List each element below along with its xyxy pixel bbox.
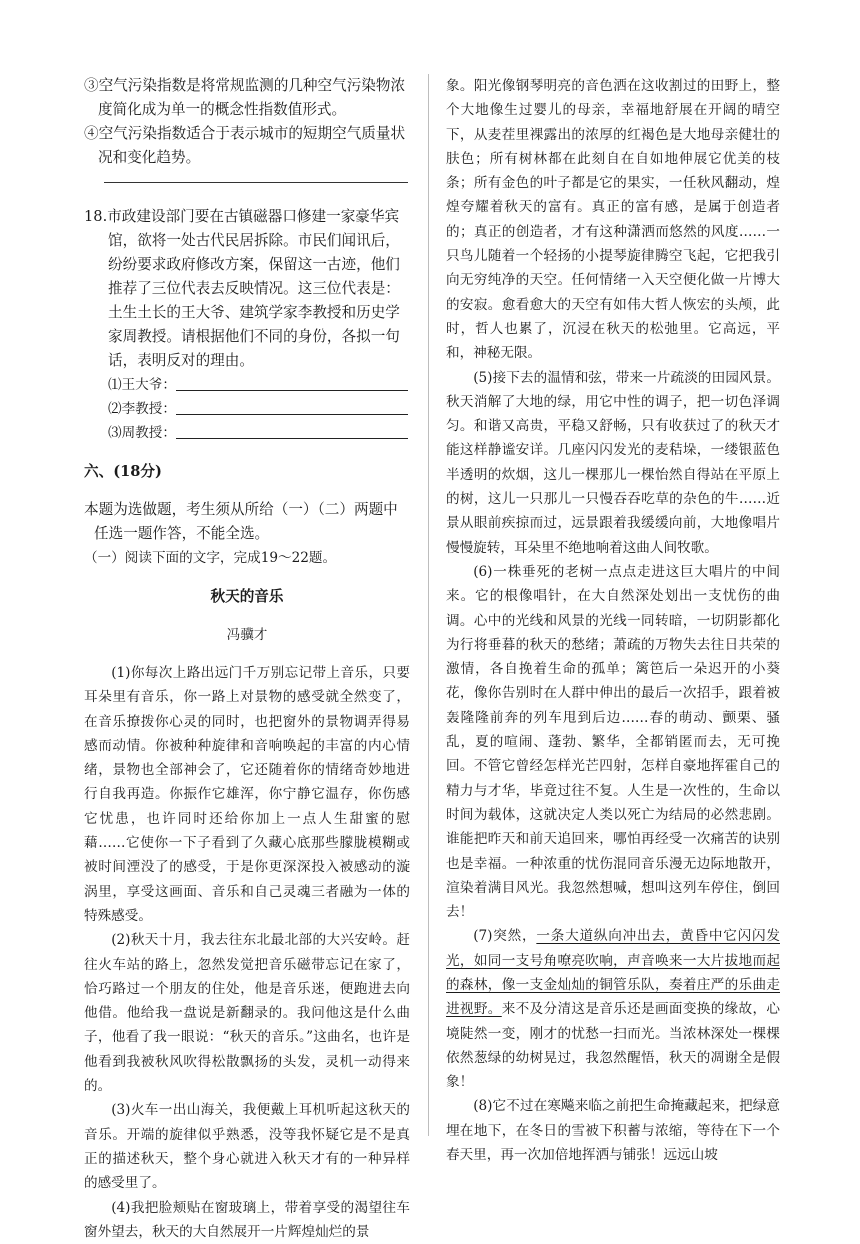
section-6-heading: 六、(18分) bbox=[84, 460, 410, 484]
answer-label-2: ⑵李教授： bbox=[108, 401, 176, 417]
paragraph-6: (6)一株垂死的老树一点点走进这巨大唱片的中间来。它的根像唱针，在大自然深处划出一支忧伤的曲调。心中的光线和风景的光线一同转暗，一切阴影都化为行将垂暮的秋天的愁绪；萧疏的万物失去往日共荣的激情，各自挽着生命的孤单；篱笆后一朵迟开的小葵花，像你告别时在人群中伸出的最后一次招手，跟着被轰隆隆前奔的列车甩到后边……春的萌动、颤栗、骚乱，夏的喧闹、蓬勃、繁华，全都销匿而去，无可挽回。不管它曾经怎样光芒四射，怎样自豪地挥霍自己的精力与才华，毕竟过往不复。人生是一次性的，生命以时间为载体，这就决定人类以死亡为结局的必然悲剧。谁能把昨天和前天追回来，哪怕再经受一次痛苦的诀别也是幸福。一种浓重的忧伤混同音乐漫无边际地散开，渲染着满目风光。我忽然想喊，想叫这列车停住，倒回去！ bbox=[446, 560, 780, 924]
article-author: 冯骥才 bbox=[84, 623, 410, 647]
answer-blank-2[interactable] bbox=[176, 398, 408, 415]
answer-line[interactable] bbox=[104, 174, 408, 183]
answer-blank-3[interactable] bbox=[176, 422, 408, 439]
paragraph-3: (3)火车一出山海关，我便戴上耳机听起这秋天的音乐。开端的旋律似乎熟悉，没等我怀疑它是不是真正的描述秋天，整个身心就进入秋天才有的一种异样的感受里了。 bbox=[84, 1098, 410, 1195]
paragraph-7 bbox=[446, 924, 780, 1094]
paragraph-8: (8)它不过在寒飚来临之前把生命掩藏起来，把绿意埋在地下，在冬日的雪被下积蓄与浓缩，等待在下一个春天里，再一次加倍地挥洒与铺张！远远山坡 bbox=[446, 1094, 780, 1167]
option-4: ④空气污染指数适合于表示城市的短期空气质量状况和变化趋势。 bbox=[74, 122, 410, 170]
answer-row-2 bbox=[84, 397, 410, 421]
subsection-1: （一）阅读下面的文字，完成19～22题。 bbox=[84, 546, 410, 570]
option-3: ③空气污染指数是将常规监测的几种空气污染物浓度简化成为单一的概念性指数值形式。 bbox=[74, 74, 410, 122]
paragraph-7-end: 来不及分清这是音乐还是画面变换的缘故，心境陡然一变，刚才的忧愁一扫而光。当浓林深处一棵棵依然葱绿的幼树晃过，我忽然醒悟，秋天的凋谢全是假象！ bbox=[446, 1001, 780, 1090]
paragraph-4-continued: 象。阳光像钢琴明亮的音色洒在这收割过的田野上，整个大地像生过婴儿的母亲，幸福地舒展在开阔的晴空下，从麦茬里裸露出的浓厚的红褐色是大地母亲健壮的肤色；所有树林都在此刻自在自如地伸展它优美的枝条；所有金色的叶子都是它的果实，一任秋风翻动，煌煌夸耀着秋天的富有。真正的富有感，是属于创造者的；真正的创造者，才有这种潇洒而悠然的风度……一只鸟儿随着一个轻扬的小提琴旋律腾空飞起，它把我引向无穷纯净的天空。任何情绪一入天空便化做一片博大的安寂。愈看愈大的天空有如伟大哲人恢宏的头颅，此时，哲人也累了，沉浸在秋天的松弛里。它高远，平和，神秘无限。 bbox=[446, 74, 780, 366]
instruction: 本题为选做题，考生须从所给（一）（二）两题中任选一题作答，不能全选。 bbox=[84, 498, 410, 546]
answer-blank-1[interactable] bbox=[176, 374, 408, 391]
paragraph-1: (1)你每次上路出远门千万别忘记带上音乐，只要耳朵里有音乐，你一路上对景物的感受就全然变了，在音乐撩拨你心灵的同时，也把窗外的景物调弄得易感而动情。你被种种旋律和音响唤起的丰富的内心情绪，景物也全部神会了，它还随着你的情绪奇妙地进行自我再造。你振作它雄浑，你宁静它温存，你伤感它忧患，也许同时还给你加上一点人生甜蜜的慰藉……它使你一下子看到了久藏心底那些朦胧模糊或被时间湮没了的感受，于是你更深深投入被感动的漩涡里，享受这画面、音乐和自己灵魂三者融为一体的特殊感受。 bbox=[84, 661, 410, 928]
paragraph-2: (2)秋天十月，我去往东北最北部的大兴安岭。赶往火车站的路上，忽然发觉把音乐磁带忘记在家了，恰巧路过一个朋友的住处，他是音乐迷，便跑进去向他借。他给我一盘说是新翻录的。我问他这是什么曲子，他看了我一眼说：“秋天的音乐。”这曲名，也许是他看到我被秋风吹得松散飘扬的头发，灵机一动得来的。 bbox=[84, 928, 410, 1098]
article-title: 秋天的音乐 bbox=[84, 585, 410, 609]
paragraph-4: (4)我把脸颊贴在窗玻璃上，带着享受的渴望往车窗外望去，秋天的大自然展开一片辉煌灿烂的景 bbox=[84, 1196, 410, 1244]
column-divider bbox=[428, 74, 429, 1136]
answer-label-3: ⑶周教授： bbox=[108, 425, 176, 441]
answer-label-1: ⑴王大爷： bbox=[108, 377, 176, 393]
answer-row-1 bbox=[84, 373, 410, 397]
paragraph-7-start: (7)突然， bbox=[473, 928, 536, 944]
answer-row-3 bbox=[84, 421, 410, 445]
question-18: 18.市政建设部门要在古镇磁器口修建一家豪华宾馆，欲将一处古代民居拆除。市民们闻讯后，纷纷要求政府修改方案，保留这一古迹，他们推荐了三位代表去反映情况。这三位代表是：土生土长的王大爷、建筑学家李教授和历史学家周教授。请根据他们不同的身份，各拟一句话，表明反对的理由。 bbox=[84, 205, 410, 373]
right-column bbox=[446, 74, 780, 1167]
paragraph-5: (5)接下去的温情和弦，带来一片疏淡的田园风景。秋天消解了大地的绿，用它中性的调子，把一切色泽调匀。和谐又高贵，平稳又舒畅，只有收获过了的秋天才能这样静谧安详。几座闪闪发光的麦秸垛，一缕银蓝色半透明的炊烟，这儿一棵那儿一棵怡然自得站在平原上的树，这儿一只那儿一只慢吞吞吃草的杂色的牛……近景从眼前疾掠而过，远景跟着我缓缓向前，大地像唱片慢慢旋转，耳朵里不绝地响着这曲人间牧歌。 bbox=[446, 366, 780, 560]
left-column bbox=[84, 74, 410, 1244]
underlined-sentence: 一条大道纵向冲出去，黄昏中它闪闪发光，如同一支号角嘹亮吹响，声音唤来一大片拔地而起的森林，像一支金灿灿的铜管乐队，奏着庄严的乐曲走进视野。 bbox=[446, 928, 780, 1017]
